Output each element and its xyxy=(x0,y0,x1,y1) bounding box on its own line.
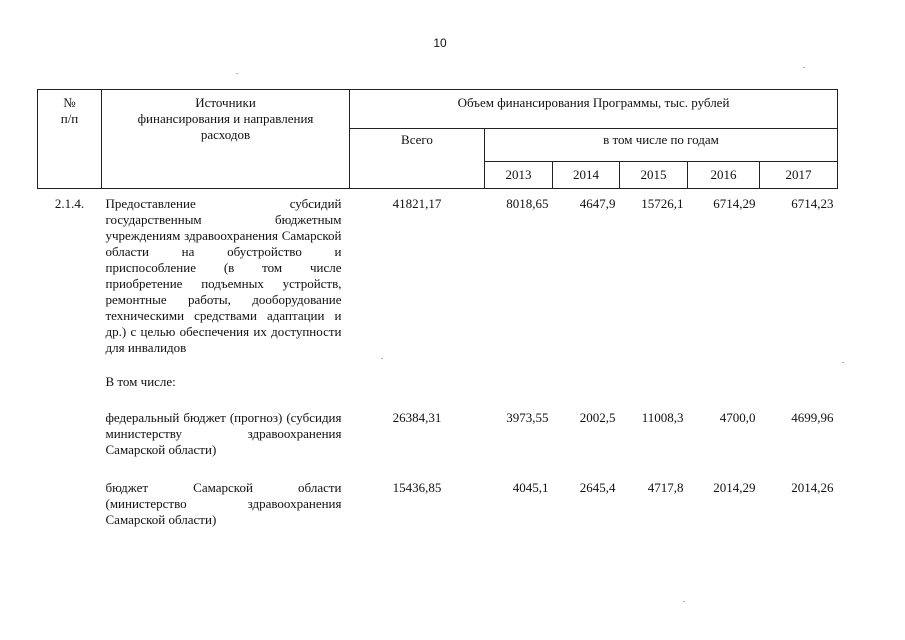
header-year: 2017 xyxy=(760,162,838,189)
header-total: Всего xyxy=(350,129,485,189)
row-value-2014: 2645,4 xyxy=(579,480,616,495)
row-value-2017 xyxy=(760,356,838,390)
row-value-2013: 4045,1 xyxy=(512,480,549,495)
scan-speck xyxy=(842,362,844,363)
page-number: 10 xyxy=(433,36,447,50)
row-description: В том числе: xyxy=(105,374,176,389)
table-row xyxy=(38,356,838,390)
row-number: 2.1.4. xyxy=(54,196,85,211)
row-value-2013 xyxy=(485,356,553,390)
row-total: 26384,31 xyxy=(392,410,442,425)
header-year: 2016 xyxy=(688,162,760,189)
row-total: 41821,17 xyxy=(392,196,442,211)
row-value-2013: 8018,65 xyxy=(506,196,549,211)
row-value-2016: 2014,29 xyxy=(713,480,756,495)
row-total xyxy=(350,356,485,390)
row-value-2015 xyxy=(620,356,688,390)
row-value-2015: 15726,1 xyxy=(641,196,684,211)
scan-speck xyxy=(381,358,383,359)
financing-table xyxy=(37,89,838,528)
row-description: бюджет Самарской области (министерство здравоохранения Самарской области) xyxy=(105,480,342,527)
row-value-2015: 11008,3 xyxy=(641,410,684,425)
scan-speck xyxy=(683,601,685,602)
row-value-2014: 2002,5 xyxy=(579,410,616,425)
table-row xyxy=(38,390,838,458)
row-description: федеральный бюджет (прогноз) (субсидия министерству здравоохранения Самарской области) xyxy=(105,410,342,457)
header-year: 2014 xyxy=(553,162,620,189)
row-description: Предоставление субсидий государственным бюджетным учреждениям здравоохранения Самарской области на обустройство и приспособление (в том числе приобретение подъемных устройств, ремонтные работы, дооборудование техническими средствами адаптации и др.) с целью обеспечения их доступности для инвалидов xyxy=(105,196,342,355)
row-number xyxy=(38,356,102,390)
scan-speck xyxy=(803,67,805,68)
table-row xyxy=(38,458,838,528)
row-number xyxy=(38,390,102,458)
row-value-2016: 4700,0 xyxy=(719,410,756,425)
header-year: 2015 xyxy=(620,162,688,189)
row-value-2015: 4717,8 xyxy=(647,480,684,495)
header-financing-volume: Объем финансирования Программы, тыс. рублей xyxy=(350,90,838,129)
header-sources: Источники финансирования и направления расходов xyxy=(102,90,350,189)
row-value-2017: 4699,96 xyxy=(791,410,834,425)
scan-speck xyxy=(236,73,238,74)
table-row xyxy=(38,189,838,357)
row-value-2017: 6714,23 xyxy=(791,196,834,211)
header-by-years: в том числе по годам xyxy=(485,129,838,162)
row-value-2017: 2014,26 xyxy=(791,480,834,495)
header-row-number: № п/п xyxy=(38,90,102,189)
row-value-2016: 6714,29 xyxy=(713,196,756,211)
row-value-2014 xyxy=(553,356,620,390)
row-total: 15436,85 xyxy=(392,480,442,495)
header-year: 2013 xyxy=(485,162,553,189)
row-value-2014: 4647,9 xyxy=(579,196,616,211)
row-value-2016 xyxy=(688,356,760,390)
row-number xyxy=(38,458,102,528)
row-value-2013: 3973,55 xyxy=(506,410,549,425)
